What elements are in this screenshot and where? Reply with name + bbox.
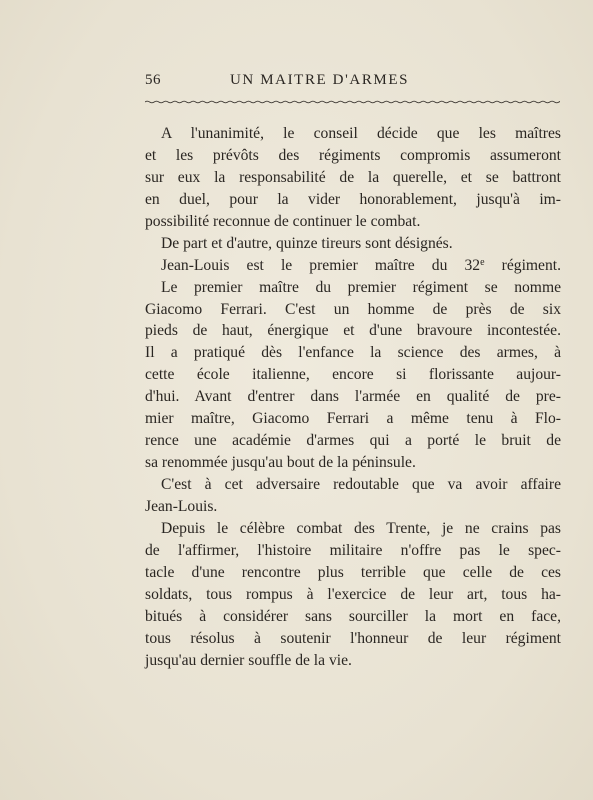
text-line: Jean-Louis.	[145, 497, 218, 515]
text-line: jusqu'au dernier souffle de la vie.	[145, 651, 352, 669]
text-line: pieds de haut, énergique et d'une bravoure incontestée.	[145, 322, 561, 340]
text-line: Depuis le célèbre combat des Trente, je ne crains pas	[161, 519, 561, 537]
paragraph	[145, 474, 561, 518]
text-line: et les prévôts des régiments compromis assumeront	[145, 146, 561, 164]
running-title: UN MAITRE D'ARMES	[230, 72, 410, 88]
paragraph	[145, 123, 561, 233]
text-line: Jean-Louis est le premier maître du 32e régiment.	[161, 256, 561, 274]
text-line: tacle d'une rencontre plus terrible que celle de ces	[145, 563, 561, 581]
body-text	[145, 123, 561, 671]
text-line: mier maître, Giacomo Ferrari a même tenu à Flo-	[145, 410, 561, 428]
text-line: sa renommée jusqu'au bout de la péninsule.	[145, 454, 416, 472]
text-line: de l'affirmer, l'histoire militaire n'offre pas le spec-	[145, 541, 561, 559]
paragraph	[145, 255, 561, 277]
text-line: C'est à cet adversaire redoutable que va avoir affaire	[161, 476, 561, 493]
paragraph	[145, 518, 561, 672]
text-line: A l'unanimité, le conseil décide que les maîtres	[161, 125, 561, 142]
wavy-rule-divider	[145, 98, 560, 106]
text-line: soldats, tous rompus à l'exercice de leur art, tous ha-	[145, 585, 561, 603]
text-line: rence une académie d'armes qui a porté le bruit de	[145, 432, 561, 450]
text-line: sur eux la responsabilité de la querelle, et se battront	[145, 168, 561, 186]
paragraph	[145, 233, 561, 255]
page-header	[145, 72, 560, 94]
text-line: d'hui. Avant d'entrer dans l'armée en qualité de pre-	[145, 388, 561, 406]
text-line: Le premier maître du premier régiment se nomme	[161, 278, 561, 296]
text-line: tous résolus à soutenir l'honneur de leur régiment	[145, 629, 561, 647]
page-number: 56	[145, 72, 161, 88]
paragraph	[145, 277, 561, 474]
text-line: cette école italienne, encore si florissante aujour-	[145, 366, 561, 384]
text-line: possibilité reconnue de continuer le combat.	[145, 212, 421, 230]
text-line: en duel, pour la vider honorablement, jusqu'à im-	[145, 190, 561, 208]
text-line: bitués à considérer sans sourciller la mort en face,	[145, 607, 561, 625]
text-line: Il a pratiqué dès l'enfance la science des armes, à	[145, 344, 561, 362]
text-line: De part et d'autre, quinze tireurs sont désignés.	[161, 234, 453, 252]
text-line: Giacomo Ferrari. C'est un homme de près de six	[145, 300, 561, 318]
